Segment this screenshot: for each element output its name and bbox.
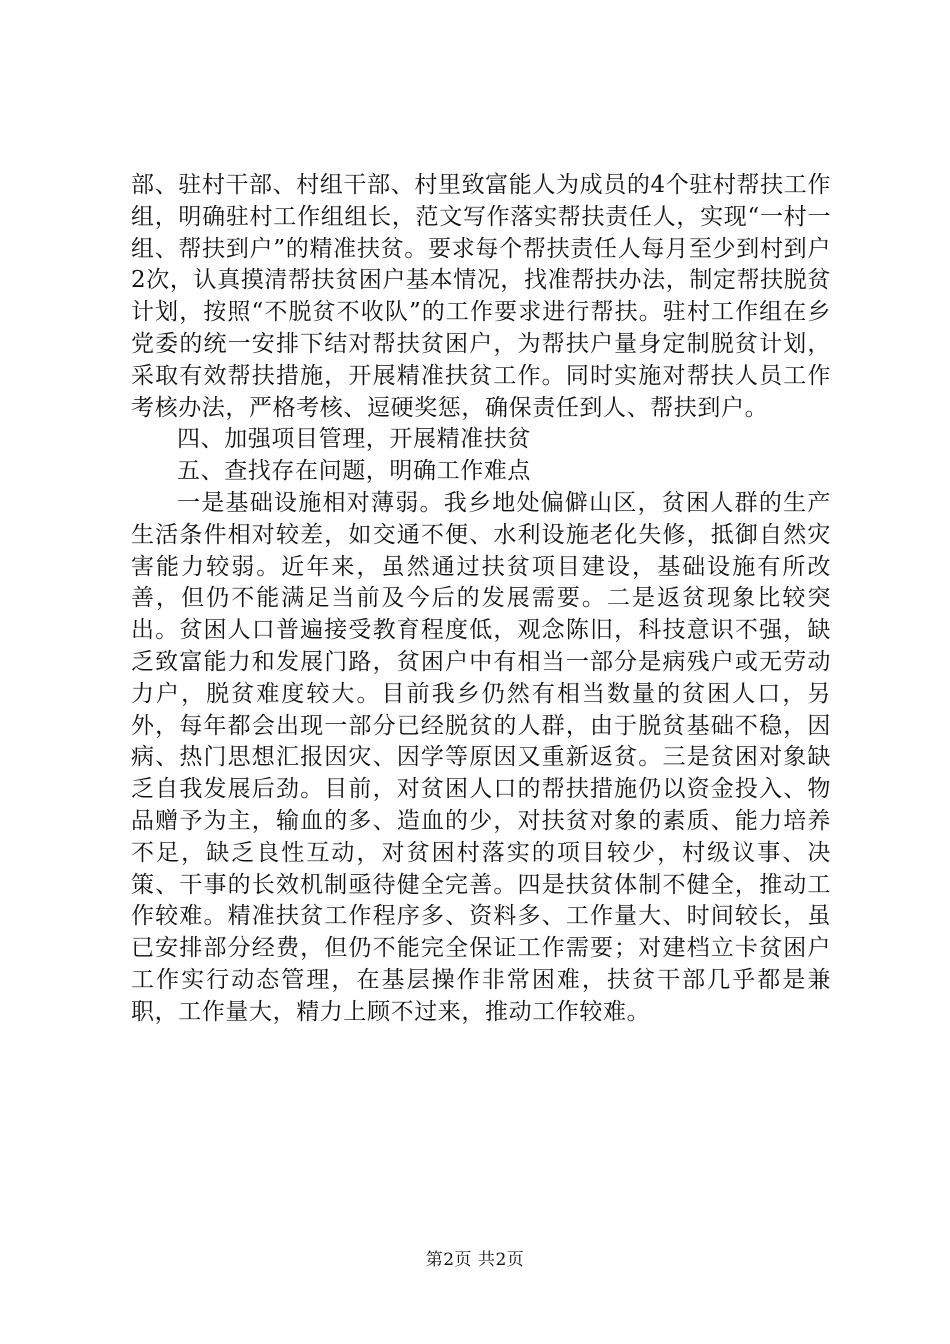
page-number: 第2页 共2页 [425, 1250, 525, 1270]
paragraph-problems: 一是基础设施相对薄弱。我乡地处偏僻山区，贫困人群的生产生活条件相对较差，如交通不便、水利设施老化失修，抵御自然灾害能力较弱。近年来，虽然通过扶贫项目建设，基础设施有所改善，但仍不能满足当前及今后的发展需要。二是返贫现象比较突出。贫困人口普遍接受教育程度低，观念陈旧，科技意识不强，缺乏致富能力和发展门路，贫困户中有相当一部分是病残户或无劳动力户，脱贫难度较大。目前我乡仍然有相当数量的贫困人口，另外，每年都会出现一部分已经脱贫的人群，由于脱贫基础不稳，因病、热门思想汇报因灾、因学等原因又重新返贫。三是贫困对象缺乏自我发展后劲。目前，对贫困人口的帮扶措施仍以资金投入、物品赠予为主，输血的多、造血的少，对扶贫对象的素质、能力培养不足，缺乏良性互动，对贫困村落实的项目较少，村级议事、决策、干事的长效机制亟待健全完善。四是扶贫体制不健全，推动工作较难。精准扶贫工作程序多、资料多、工作量大、时间较长，虽已安排部分经费，但仍不能完全保证工作需要；对建档立卡贫困户工作实行动态管理，在基层操作非常困难，扶贫干部几乎都是兼职，工作量大，精力上顾不过来，推动工作较难。 [131, 489, 831, 1025]
document-body [131, 170, 831, 1029]
page-footer [0, 1245, 950, 1270]
section-heading-five: 五、查找存在问题，明确工作难点 [177, 458, 531, 485]
paragraph-continuation: 部、驻村干部、村组干部、村里致富能人为成员的4个驻村帮扶工作组，明确驻村工作组组长，范文写作落实帮扶责任人，实现“一村一组、帮扶到户”的精准扶贫。要求每个帮扶责任人每月至少到村到户2次，认真摸清帮扶贫困户基本情况，找准帮扶办法，制定帮扶脱贫计划，按照“不脱贫不收队”的工作要求进行帮扶。驻村工作组在乡党委的统一安排下结对帮扶贫困户，为帮扶户量身定制脱贫计划，采取有效帮扶措施，开展精准扶贫工作。同时实施对帮扶人员工作考核办法，严格考核、逗硬奖惩，确保责任到人、帮扶到户。 [131, 172, 831, 421]
section-heading-four: 四、加强项目管理，开展精准扶贫 [177, 426, 531, 453]
